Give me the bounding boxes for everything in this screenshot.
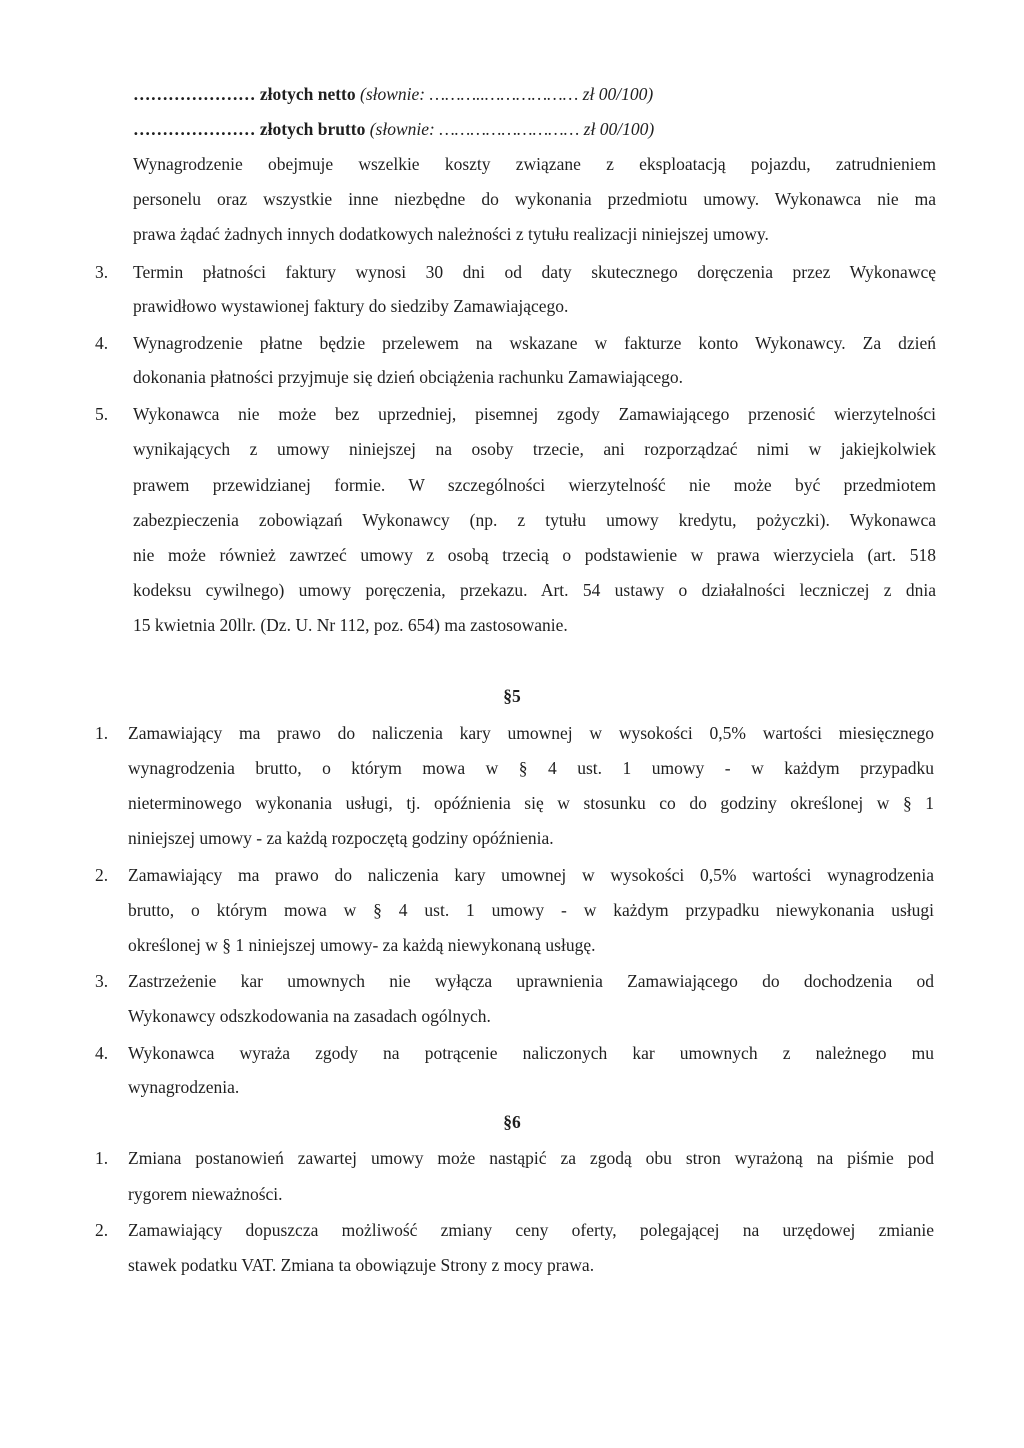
list-item-line: Zamawiający ma prawo do naliczenia kary umownej w wysokości 0,5% wartości miesięcznego [128,723,934,743]
amount-netto-line [133,84,653,105]
list-item-line: Zamawiający dopuszcza możliwość zmiany ceny oferty, polegającej na urzędowej zmianie [128,1220,934,1240]
list-item-number: 1. [95,1148,109,1168]
list-item-line: Zmiana postanowień zawartej umowy może nastąpić za zgodą obu stron wyrażoną na piśmie pod [128,1148,934,1168]
list-item-line: Wynagrodzenie płatne będzie przelewem na wskazane w fakturze konto Wykonawcy. Za dzień [133,333,936,353]
list-item-line: dokonania płatności przyjmuje się dzień obciążenia rachunku Zamawiającego. [133,367,684,387]
list-item-line: nieterminowego wykonania usługi, tj. opóźnienia się w stosunku co do godziny określonej w § 1 [128,793,934,813]
list-item-line: stawek podatku VAT. Zmiana ta obowiązuje Strony z mocy prawa. [128,1255,595,1275]
list-item-line: wynagrodzenia brutto, o którym mowa w § 4 ust. 1 umowy - w każdym przypadku [128,758,934,778]
list-item-line: brutto, o którym mowa w § 4 ust. 1 umowy - w każdym przypadku niewykonania usługi [128,900,934,920]
list-item-number: 3. [95,971,109,991]
list-item-line: kodeksu cywilnego) umowy poręczenia, przekazu. Art. 54 ustawy o działalności leczniczej z dnia [133,580,936,600]
list-item-line: zabezpieczenia zobowiązań Wykonawcy (np. z tytułu umowy kredytu, pożyczki). Wykonawca [133,510,936,530]
list-item-number: 2. [95,865,109,885]
list-item-line: nie może również zawrzeć umowy z osobą trzecią o podstawienie w prawa wierzyciela (art. 518 [133,545,936,565]
list-item-number: 3. [95,262,109,282]
section-heading-5: §5 [503,686,521,706]
intro-line: personelu oraz wszystkie inne niezbędne do wykonania przedmiotu umowy. Wykonawca nie ma [133,189,936,209]
list-item-number: 2. [95,1220,109,1240]
list-item-line: wynikających z umowy niniejszej na osoby trzecie, ani rozporządzać nimi w jakiejkolwiek [133,439,936,459]
amount-netto-words: (słownie: ………..……………… zł 00/100) [360,84,654,104]
list-item-line: Wykonawca wyraża zgody na potrącenie naliczonych kar umownych z należnego mu [128,1043,934,1063]
amount-brutto-words: (słownie: ……………………… zł 00/100) [369,119,655,139]
list-item-number: 1. [95,723,109,743]
amount-brutto-label: złotych brutto [259,119,366,139]
list-item-line: prawem przewidzianej formie. W szczególności wierzytelność nie może być przedmiotem [133,475,936,495]
list-item-number: 4. [95,333,109,353]
list-item-line: Wykonawcy odszkodowania na zasadach ogólnych. [128,1006,491,1026]
list-item-line: Zastrzeżenie kar umownych nie wyłącza uprawnienia Zamawiającego do dochodzenia od [128,971,934,991]
section-heading-6: §6 [503,1112,521,1132]
list-item-line: 15 kwietnia 20llr. (Dz. U. Nr 112, poz. 654) ma zastosowanie. [133,615,568,635]
list-item-line: określonej w § 1 niniejszej umowy- za każdą niewykonaną usługę. [128,935,596,955]
list-item-line: rygorem nieważności. [128,1184,283,1204]
list-item-line: niniejszej umowy - za każdą rozpoczętą godziny opóźnienia. [128,828,554,848]
amount-netto-dots: ………………… [133,84,256,104]
list-item-line: Wykonawca nie może bez uprzedniej, pisemnej zgody Zamawiającego przenosić wierzytelności [133,404,936,424]
amount-brutto-dots: ………………… [133,119,256,139]
list-item-line: wynagrodzenia. [128,1077,240,1097]
list-item-number: 5. [95,404,109,424]
amount-brutto-line [133,119,654,140]
intro-line: Wynagrodzenie obejmuje wszelkie koszty związane z eksploatacją pojazdu, zatrudnieniem [133,154,936,174]
intro-line: prawa żądać żadnych innych dodatkowych należności z tytułu realizacji niniejszej umowy. [133,224,769,244]
list-item-line: prawidłowo wystawionej faktury do siedziby Zamawiającego. [133,296,569,316]
amount-netto-label: złotych netto [259,84,356,104]
list-item-line: Termin płatności faktury wynosi 30 dni od daty skutecznego doręczenia przez Wykonawcę [133,262,936,282]
list-item-number: 4. [95,1043,109,1063]
list-item-line: Zamawiający ma prawo do naliczenia kary umownej w wysokości 0,5% wartości wynagrodzenia [128,865,934,885]
